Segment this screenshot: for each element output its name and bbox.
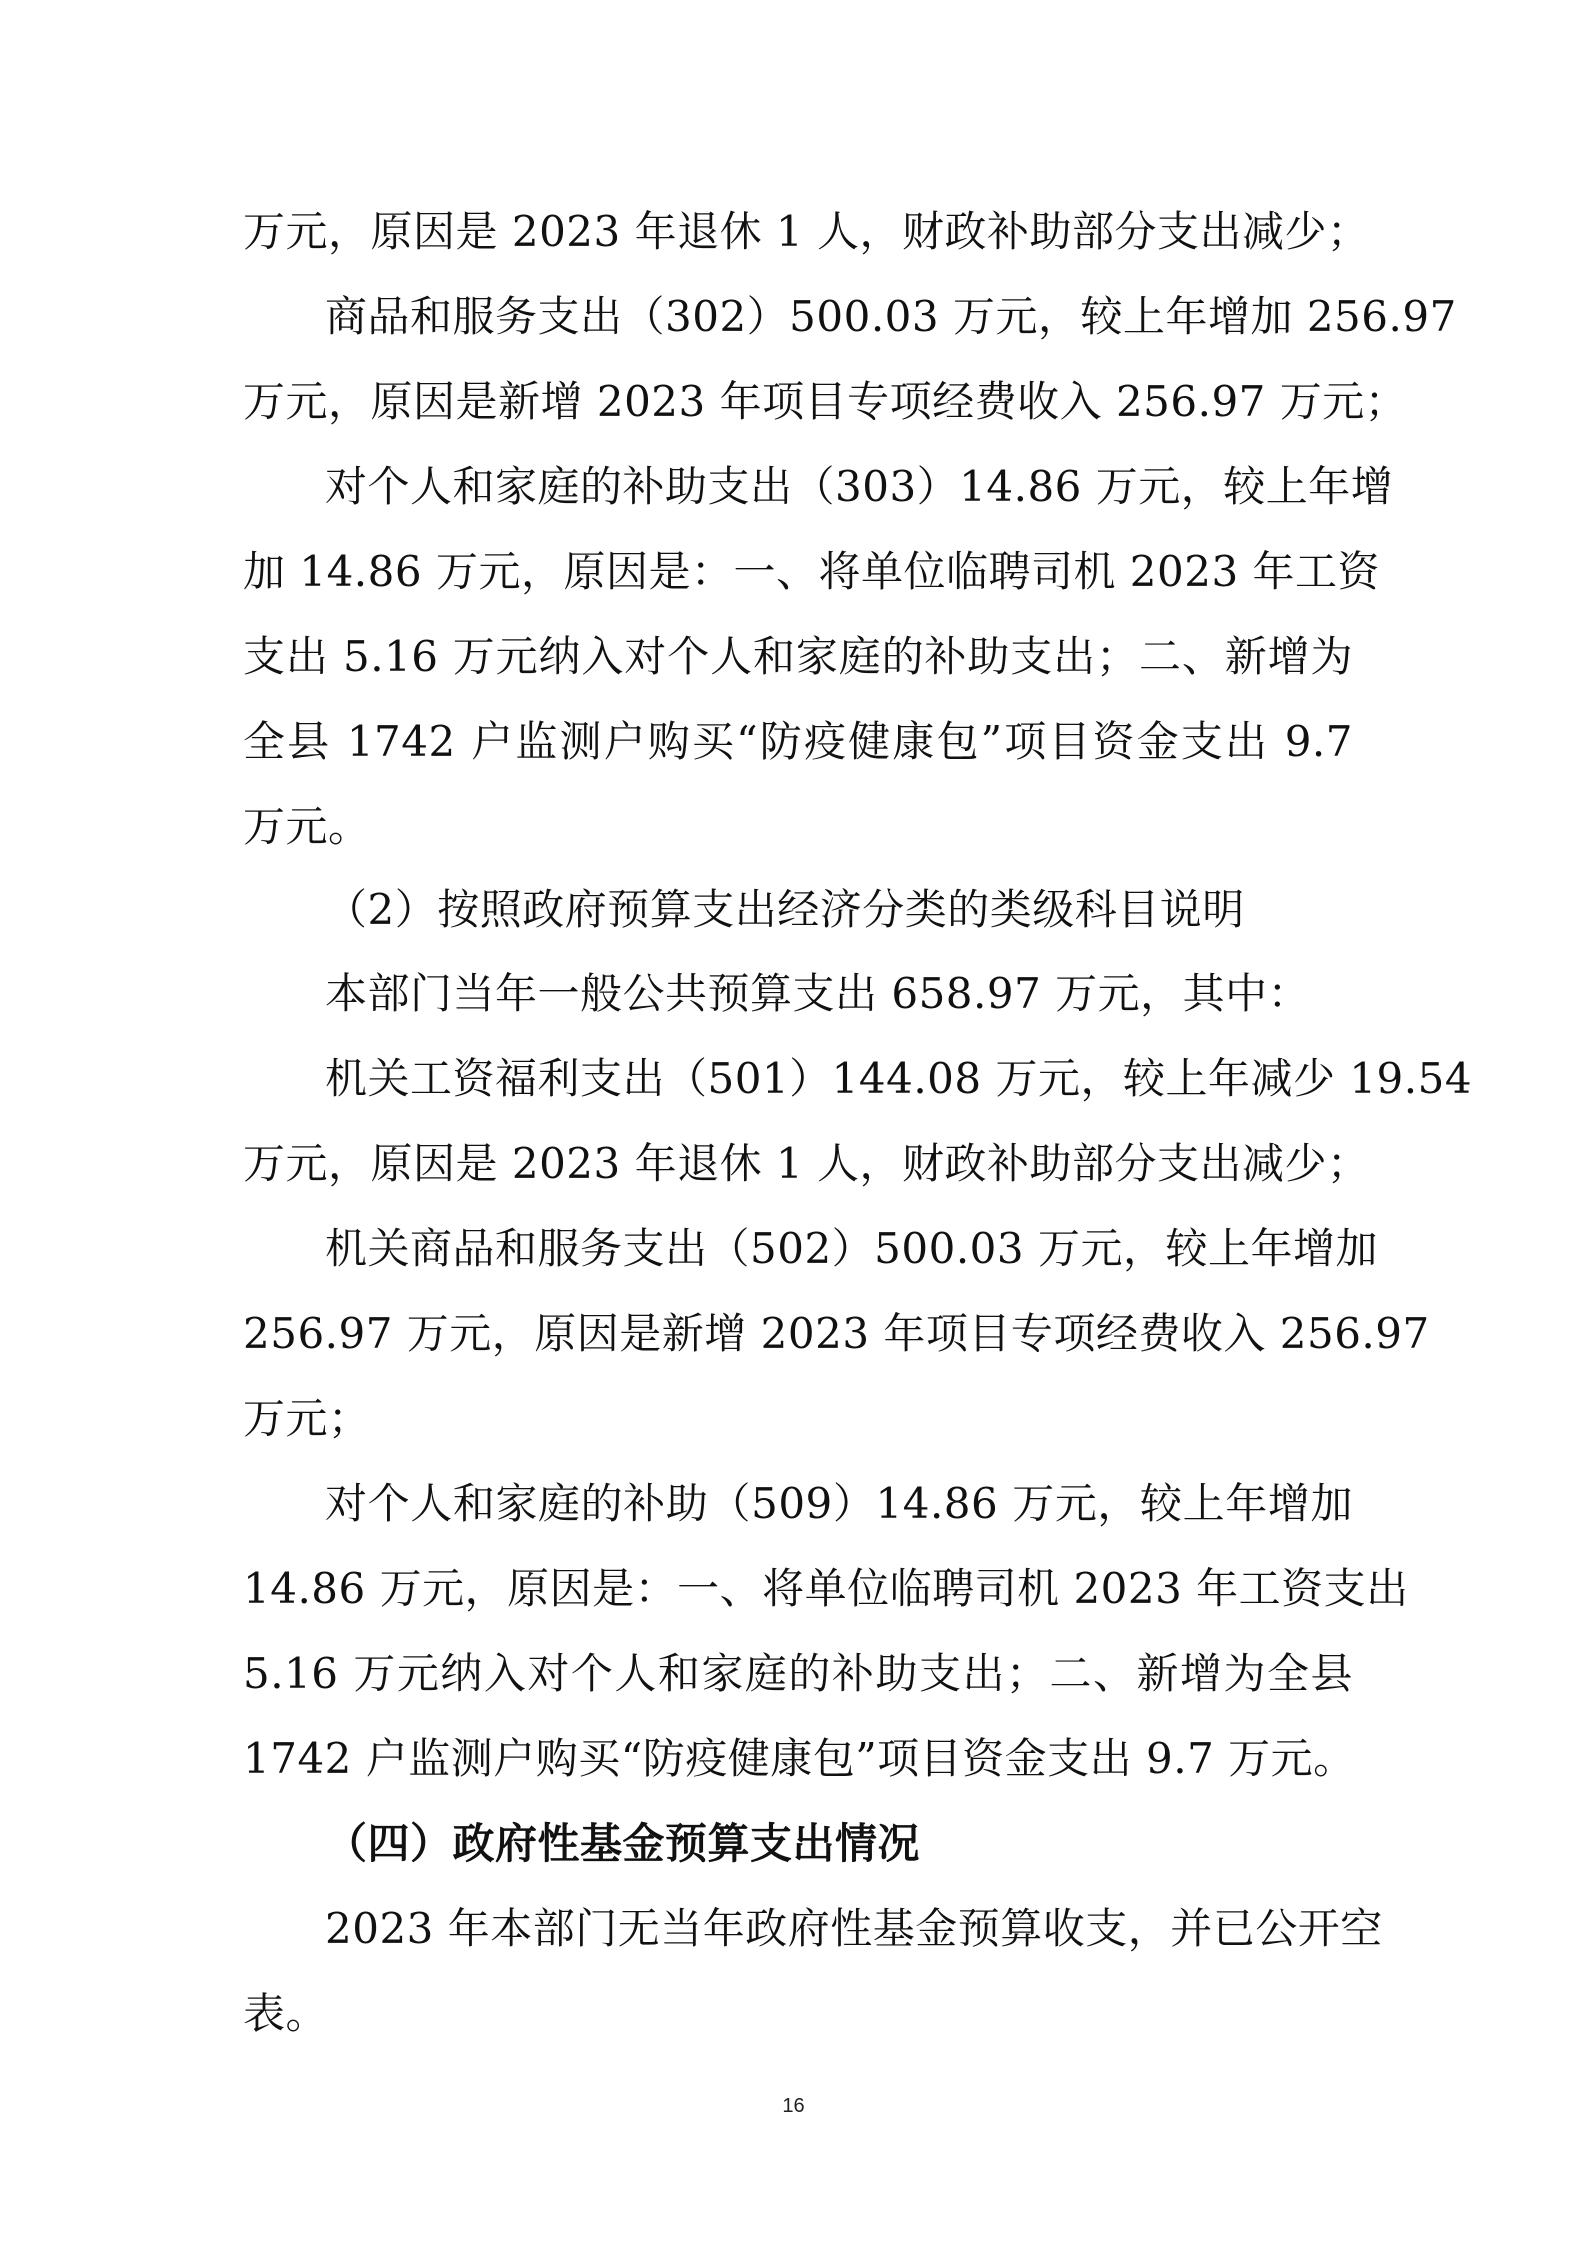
text-line: 14.86 万元，原因是：一、将单位临聘司机 2023 年工资支出 [243, 1564, 1409, 1613]
text-line: 支出 5.16 万元纳入对个人和家庭的补助支出；二、新增为 [243, 632, 1353, 681]
text-line: 全县 1742 户监测户购买“防疫健康包”项目资金支出 9.7 [243, 717, 1353, 766]
page-number: 16 [782, 2095, 805, 2117]
text-line: 万元，原因是新增 2023 年项目专项经费收入 256.97 万元； [243, 377, 1408, 426]
text-line: 机关商品和服务支出（502）500.03 万元，较上年增加 [325, 1224, 1378, 1273]
text-line: 1742 户监测户购买“防疫健康包”项目资金支出 9.7 万元。 [243, 1734, 1356, 1783]
text-line: 对个人和家庭的补助支出（303）14.86 万元，较上年增 [325, 462, 1394, 511]
text-line: 256.97 万元，原因是新增 2023 年项目专项经费收入 256.97 [243, 1309, 1430, 1358]
text-line: 万元； [243, 1394, 371, 1443]
text-line: 万元，原因是 2023 年退休 1 人，财政补助部分支出减少； [243, 1139, 1370, 1188]
text-line: 商品和服务支出（302）500.03 万元，较上年增加 256.97 [325, 292, 1457, 341]
subsection-heading: （2）按照政府预算支出经济分类的类级科目说明 [325, 885, 1245, 934]
text-line: 表。 [243, 1989, 329, 2038]
text-line: 本部门当年一般公共预算支出 658.97 万元，其中： [325, 969, 1311, 1018]
text-line: 万元。 [243, 802, 371, 851]
text-line: 对个人和家庭的补助（509）14.86 万元，较上年增加 [325, 1479, 1353, 1528]
text-line: 机关工资福利支出（501）144.08 万元，较上年减少 19.54 [325, 1054, 1473, 1103]
section-heading: （四）政府性基金预算支出情况 [325, 1819, 921, 1868]
text-line: 2023 年本部门无当年政府性基金预算收支，并已公开空 [325, 1904, 1383, 1953]
text-line: 加 14.86 万元，原因是：一、将单位临聘司机 2023 年工资 [243, 547, 1381, 596]
text-line: 5.16 万元纳入对个人和家庭的补助支出；二、新增为全县 [243, 1649, 1353, 1698]
text-line: 万元，原因是 2023 年退休 1 人，财政补助部分支出减少； [243, 207, 1370, 256]
